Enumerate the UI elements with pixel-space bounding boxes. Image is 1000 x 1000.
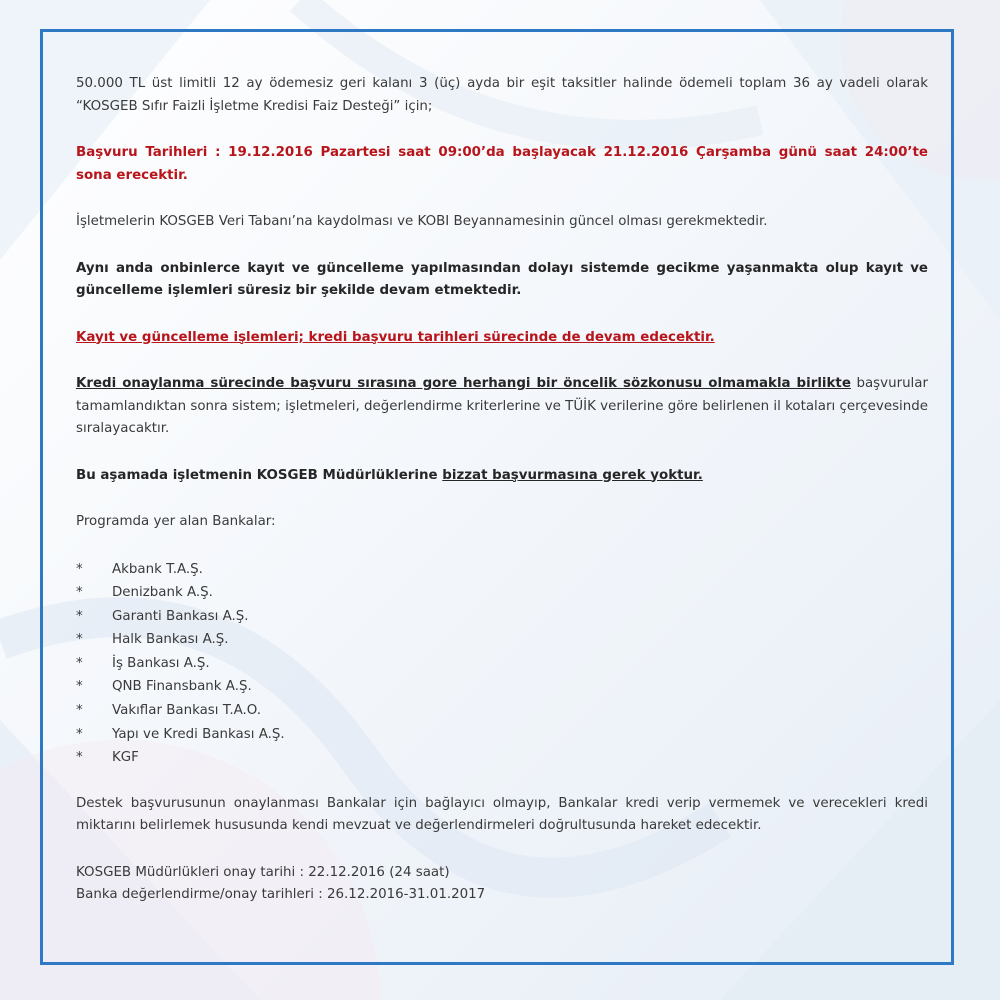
list-item	[76, 699, 928, 723]
no-visit-notice	[76, 465, 928, 488]
list-item	[76, 558, 928, 582]
bullet-asterisk: *	[76, 608, 83, 624]
intro-paragraph: 50.000 TL üst limitli 12 ay ödemesiz geri kalanı 3 (üç) ayda bir eşit taksitler halinde ödemeli toplam 36 ay vadeli olarak “KOSGEB Sıfır Faizli İşletme Kredisi Faiz Desteği” için;	[76, 76, 928, 114]
approval-rest: başvurular tamamlandıktan sonra sistem; işletmeleri, değerlendirme kriterlerine ve TÜİK verilerine göre belirlenen il kotaları çerçevesinde sıralayacaktır.	[76, 376, 928, 436]
bank-name: QNB Finansbank A.Ş.	[112, 679, 252, 695]
bullet-asterisk: *	[76, 726, 83, 742]
banks-heading: Programda yer alan Bankalar:	[76, 514, 276, 529]
bullet-asterisk: *	[76, 679, 83, 695]
list-item	[76, 628, 928, 652]
bank-name: Garanti Bankası A.Ş.	[112, 608, 249, 624]
list-item	[76, 746, 928, 770]
bullet-asterisk: *	[76, 585, 83, 601]
bank-name: Halk Bankası A.Ş.	[112, 632, 229, 648]
announcement-body	[76, 73, 928, 907]
no-visit-underlined: bizzat başvurmasına gerek yoktur.	[442, 467, 703, 483]
list-item	[76, 605, 928, 629]
approval-emphasis: Kredi onaylanma sürecinde başvuru sırasına gore herhangi bir öncelik sözkonusu olmamakla birlikte	[76, 376, 851, 391]
bullet-asterisk: *	[76, 703, 83, 719]
bank-name: Vakıflar Bankası T.A.O.	[112, 703, 262, 719]
bank-name: Denizbank A.Ş.	[112, 585, 213, 601]
bullet-asterisk: *	[76, 655, 83, 671]
bullet-asterisk: *	[76, 632, 83, 648]
disclaimer-paragraph: Destek başvurusunun onaylanması Bankalar için bağlayıcı olmayıp, Bankalar kredi verip vermemek ve verecekleri kredi miktarını belirlemek hususunda kendi mevzuat ve değerlendirmeleri doğrultusunda hareket edecektir.	[76, 795, 928, 834]
bank-approval-dates: Banka değerlendirme/onay tarihleri : 26.12.2016-31.01.2017	[76, 887, 486, 903]
bank-name: İş Bankası A.Ş.	[112, 655, 210, 671]
list-item	[76, 723, 928, 747]
bullet-asterisk: *	[76, 561, 83, 577]
bank-name: KGF	[112, 750, 139, 766]
bank-name: Akbank T.A.Ş.	[112, 561, 203, 577]
delay-notice: Aynı anda onbinlerce kayıt ve güncelleme yapılmasından dolayı sistemde gecikme yaşanmakta olup kayıt ve güncelleme işlemleri süresiz bir şekilde devam etmektedir.	[76, 260, 928, 298]
list-item	[76, 581, 928, 605]
application-dates: Başvuru Tarihleri : 19.12.2016 Pazartesi saat 09:00’da başlayacak 21.12.2016 Çarşamba günü saat 24:00’te sona erecektir.	[76, 145, 928, 183]
no-visit-lead: Bu aşamada işletmenin KOSGEB Müdürlüklerine	[76, 467, 443, 483]
continuation-notice: Kayıt ve güncelleme işlemleri; kredi başvuru tarihleri sürecinde de devam edecektir.	[76, 329, 715, 345]
kosgeb-approval-date: KOSGEB Müdürlükleri onay tarihi : 22.12.2016 (24 saat)	[76, 864, 450, 880]
bullet-asterisk: *	[76, 750, 83, 766]
approval-paragraph	[76, 373, 928, 441]
list-item	[76, 675, 928, 699]
list-item	[76, 652, 928, 676]
bank-name: Yapı ve Kredi Bankası A.Ş.	[112, 726, 285, 742]
bank-list	[76, 558, 928, 770]
registry-requirement: İşletmelerin KOSGEB Veri Tabanı’na kaydolması ve KOBI Beyannamesinin güncel olması gerekmektedir.	[76, 214, 768, 229]
